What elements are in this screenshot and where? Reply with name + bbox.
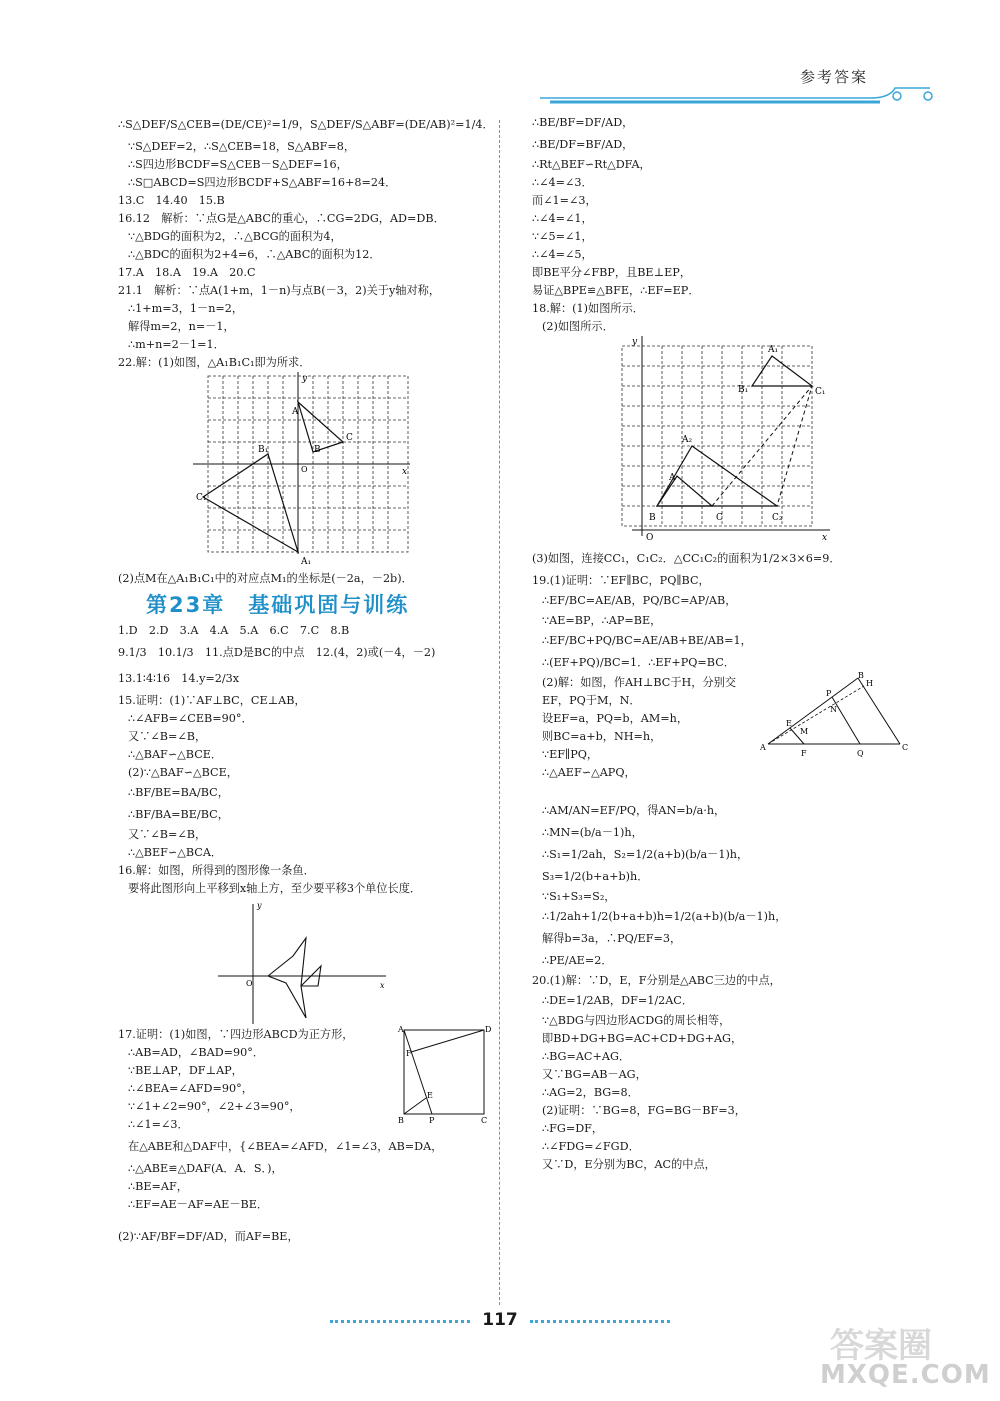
answer-line: (2)如图所示． [542, 320, 614, 333]
label-E: E [786, 719, 792, 728]
answer-line: 要将此图形向上平移到x轴上方，至少要平移3个单位长度． [128, 882, 422, 895]
answer-line: ∴AB=AD，∠BAD=90°． [128, 1046, 265, 1059]
watermark-url: MXQE.COM [820, 1360, 991, 1390]
footer-dots-left [330, 1320, 470, 1323]
answer-line: ∴DE=1/2AB，DF=1/2AC． [542, 994, 694, 1007]
label-A: A [760, 743, 766, 752]
label-H: H [866, 679, 873, 688]
answer-line: ∵EF∥PQ， [542, 748, 599, 761]
answer-line: ∵∠1+∠2=90°，∠2+∠3=90°， [128, 1100, 301, 1113]
answer-line: ∴EF=AE－AF=AE－BE． [128, 1198, 269, 1211]
answer-line: ∴△AEF∽△APQ， [542, 766, 636, 779]
answer-line: ∴BE/DF=BF/AD， [532, 138, 634, 151]
label-M: M [800, 727, 809, 736]
answer-line: 17.证明：(1)如图，∵四边形ABCD为正方形， [118, 1028, 354, 1041]
answer-line: ∴AG=2，BG=8． [542, 1086, 639, 1099]
label-A1: A₁ [768, 345, 779, 355]
answer-line: 22.解：(1)如图，△A₁B₁C₁即为所求． [118, 356, 311, 369]
answer-line: EF，PQ于M，N． [542, 694, 641, 707]
answer-line: ∴BG=AC+AG． [542, 1050, 631, 1063]
answer-line: 1.D 2.D 3.A 4.A 5.A 6.C 7.C 8.B [118, 624, 350, 637]
answer-line: ∴Rt△BEF∽Rt△DFA， [532, 158, 651, 171]
label-D: D [485, 1025, 492, 1034]
answer-line: ∴MN=(b/a－1)h， [542, 826, 643, 839]
label-C2: C₂ [772, 513, 783, 523]
answer-line: ∴S₁=1/2ah，S₂=1/2(a+b)(b/a－1)h， [542, 848, 749, 861]
answer-line: ∴1/2ah+1/2(b+a+b)h=1/2(a+b)(b/a－1)h， [542, 910, 787, 923]
figure-18-grid [532, 336, 962, 546]
label-O: O [301, 465, 308, 474]
label-B: B [649, 513, 656, 523]
answer-line: ∴∠FDG=∠FGD． [542, 1140, 640, 1153]
answer-line: 即BE平分∠FBP，且BE⊥EP， [532, 266, 692, 279]
answer-line: (2)∵AF/BF=DF/AD，而AF=BE， [118, 1230, 299, 1243]
label-B1: B₁ [258, 445, 269, 455]
figure-17-square [396, 1025, 492, 1126]
label-F: F [406, 1049, 412, 1058]
answer-line: ∴S□ABCD=S四边形BCDF+S△ABF=16+8=24． [128, 176, 397, 189]
answer-line: ∴∠4=∠1， [532, 212, 593, 225]
answer-line: 在△ABE和△DAF中，{∠BEA=∠AFD，∠1=∠3，AB=DA， [128, 1140, 443, 1153]
answer-line: ∴BF/BE=BA/BC， [128, 786, 229, 799]
label-C: C [346, 433, 353, 443]
answer-line: 13.C 14.40 15.B [118, 194, 225, 207]
answer-line: 解得b=3a，∴PQ/EF=3， [542, 932, 682, 945]
answer-line: ∴EF/BC+PQ/BC=AE/AB+BE/AB=1， [542, 634, 752, 647]
answer-line: ∴∠1=∠3． [128, 1118, 189, 1131]
answer-line: ∵BE⊥AP，DF⊥AP， [128, 1064, 243, 1077]
answer-line: 而∠1=∠3， [532, 194, 597, 207]
answer-line: 又∵D，E分别为BC，AC的中点， [542, 1158, 716, 1171]
label-A: A [669, 473, 676, 483]
answer-line: ∴EF/BC=AE/AB，PQ/BC=AP/AB， [542, 594, 737, 607]
label-F: F [801, 749, 807, 758]
answer-line: ∴S四边形BCDF=S△CEB－S△DEF=16， [128, 158, 348, 171]
answer-line: ∵S₁+S₃=S₂， [542, 890, 616, 903]
footer-dots-right [530, 1320, 670, 1323]
label-A: A [292, 407, 299, 417]
label-C: C [481, 1116, 488, 1125]
header-decoration [0, 0, 1000, 110]
label-Q: Q [857, 749, 864, 758]
label-C: C [716, 513, 723, 523]
label-x: x [822, 533, 828, 543]
answer-line: ∵△BDG与四边形ACDG的周长相等， [542, 1014, 731, 1027]
left-column [118, 112, 494, 1248]
chapter-title: 第23章 基础巩固与训练 [146, 593, 410, 617]
answer-line: ∴△BAF∽△BCE． [128, 748, 223, 761]
answer-line: (2)∵△BAF∽△BCE， [128, 766, 238, 779]
answer-line: (2)解：如图，作AH⊥BC于H，分别交 [542, 676, 737, 689]
question-19-2-block [532, 671, 962, 800]
figure-22-grid [118, 372, 488, 570]
answer-line: 解得m=2，n=－1， [128, 320, 235, 333]
label-E: E [427, 1091, 433, 1100]
label-B1: B₁ [738, 385, 749, 395]
figure-16-fish [118, 898, 488, 1026]
answer-line: ∴AM/AN=EF/PQ，得AN=b/a·h， [542, 804, 726, 817]
right-column [532, 112, 962, 1174]
answer-line: ∴PE/AE=2． [542, 954, 613, 967]
answer-line: ∴∠4=∠5， [532, 248, 593, 261]
label-P: P [429, 1116, 435, 1125]
answer-line: 18.解：(1)如图所示． [532, 302, 644, 315]
answer-line: (2)证明：∵BG=8，FG=BG－BF=3， [542, 1104, 746, 1117]
answer-line: (3)如图，连接CC₁，C₁C₂．△CC₁C₂的面积为1/2×3×6=9． [532, 552, 841, 565]
question-17-block [118, 1025, 492, 1226]
answer-line: 17.A 18.A 19.A 20.C [118, 266, 256, 279]
answer-line: ∵AE=BP，∴AP=BE， [542, 614, 662, 627]
label-B: B [314, 445, 321, 455]
answer-line: ∴BE/BF=DF/AD， [532, 116, 634, 129]
label-O: O [646, 533, 654, 543]
figure-19-triangle [760, 671, 910, 764]
label-C1: C₁ [815, 387, 826, 397]
answer-line: S₃=1/2(b+a+b)h． [542, 870, 649, 883]
answer-line: ∴∠AFB=∠CEB=90°． [128, 712, 253, 725]
answer-line: ∴∠4=∠3． [532, 176, 593, 189]
answer-line: (2)点M在△A₁B₁C₁中的对应点M₁的坐标是(－2a，－2b)． [118, 572, 413, 585]
answer-line: 又∵∠B=∠B， [128, 828, 207, 841]
answer-line: ∴BF/BA=BE/BC， [128, 808, 229, 821]
answer-line: ∴△ABE≌△DAF(A．A．S．)， [128, 1162, 283, 1175]
header-title: 参考答案 [800, 68, 869, 86]
label-A: A [398, 1025, 404, 1034]
answer-line: ∵△BDG的面积为2，∴△BCG的面积为4， [128, 230, 342, 243]
answer-line: ∴BE=AF， [128, 1180, 188, 1193]
answer-line: ∴S△DEF/S△CEB=(DE/CE)²=1/9，S△DEF/S△ABF=(DE/AB)²=1/4． [118, 118, 494, 131]
answer-line: ∴1+m=3，1－n=2， [128, 302, 244, 315]
label-y: y [632, 337, 638, 347]
answer-line: ∴(EF+PQ)/BC=1．∴EF+PQ=BC． [542, 656, 735, 669]
label-y: y [257, 901, 262, 910]
answer-line: ∵S△DEF=2，∴S△CEB=18，S△ABF=8， [128, 140, 356, 153]
answer-line: 即BD+DG+BG=AC+CD+DG+AG， [542, 1032, 743, 1045]
answer-line: 设EF=a，PQ=b，AM=h， [542, 712, 689, 725]
answer-line: 15.证明：(1)∵AF⊥BC，CE⊥AB， [118, 694, 306, 707]
answer-line: ∴FG=DF， [542, 1122, 604, 1135]
answer-line: 16.解：如图，所得到的图形像一条鱼． [118, 864, 315, 877]
label-A1: A₁ [301, 557, 312, 567]
answer-line: ∴m+n=2－1=1． [128, 338, 225, 351]
answer-line: 9.1/3 10.1/3 11.点D是BC的中点 12.(4，2)或(－4，－2) [118, 646, 436, 659]
label-y: y [302, 374, 308, 384]
page-header [0, 0, 1000, 110]
answer-line: 19.(1)证明：∵EF∥BC，PQ∥BC， [532, 574, 710, 587]
label-x: x [380, 981, 385, 990]
label-C: C [902, 743, 909, 752]
label-P: P [826, 689, 832, 698]
answer-line: 又∵∠B=∠B， [128, 730, 207, 743]
label-N: N [830, 705, 837, 714]
label-x: x [402, 467, 408, 477]
column-divider [499, 120, 500, 1305]
answer-line: 又∵BG=AB－AG， [542, 1068, 647, 1081]
label-B: B [858, 671, 864, 680]
page-number: 117 [482, 1310, 518, 1330]
answer-line: 20.(1)解：∵D，E，F分别是△ABC三边的中点， [532, 974, 781, 987]
answer-line: 21.1 解析：∵点A(1+m，1－n)与点B(－3，2)关于y轴对称， [118, 284, 441, 297]
label-C1: C₁ [196, 493, 207, 503]
label-O: O [246, 979, 253, 988]
answer-line: ∴△BEF∽△BCA． [128, 846, 223, 859]
watermark-logo: 答案圈 [830, 1326, 932, 1366]
answer-line: ∴∠BEA=∠AFD=90°， [128, 1082, 253, 1095]
answer-line: 13.1∶4∶16 14.y=2/3x [118, 672, 240, 685]
label-B: B [398, 1116, 404, 1125]
answer-line: 易证△BPE≌△BFE，∴EF=EP． [532, 284, 700, 297]
answer-line: 则BC=a+b，NH=h， [542, 730, 662, 743]
label-A2: A₂ [682, 435, 693, 445]
answer-line: ∵∠5=∠1， [532, 230, 593, 243]
answer-line: ∴△BDC的面积为2+4=6，∴△ABC的面积为12． [128, 248, 381, 261]
answer-line: 16.12 解析：∵点G是△ABC的重心，∴CG=2DG，AD=DB． [118, 212, 445, 225]
